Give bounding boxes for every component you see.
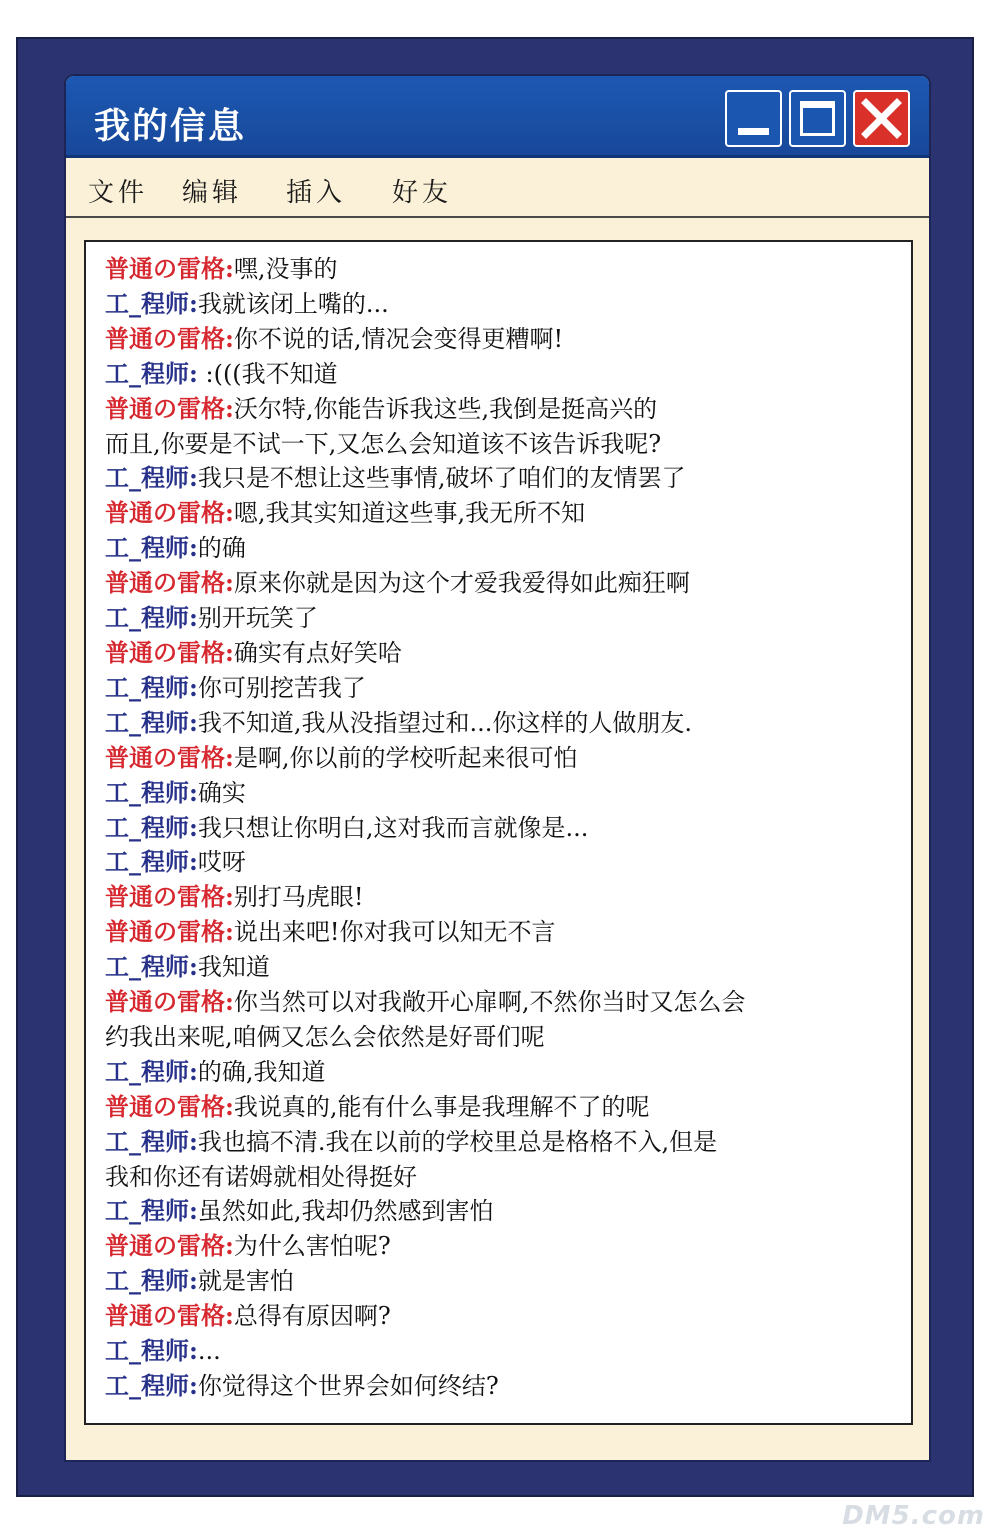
message-text: 沃尔特,你能告诉我这些,我倒是挺高兴的 <box>233 394 658 423</box>
chat-message <box>105 1264 895 1299</box>
message-sender: 普通の雷格: <box>105 742 234 772</box>
message-text: 是啊,你以前的学校听起来很可怕 <box>233 743 578 772</box>
message-sender: 普通の雷格: <box>105 1091 234 1121</box>
chat-message <box>105 427 895 462</box>
message-sender: 工_程师: <box>105 1371 198 1400</box>
message-text: 我只想让你明白,这对我而言就像是... <box>197 813 589 842</box>
message-sender: 普通の雷格: <box>105 987 234 1017</box>
maximize-icon <box>800 101 835 136</box>
message-text: 别开玩笑了 <box>197 604 318 633</box>
message-text: 约我出来呢,咱俩又怎么会依然是好哥们呢 <box>105 1022 545 1051</box>
message-sender: 工_程师: <box>105 533 198 563</box>
message-sender: 工_程师: <box>105 777 198 807</box>
message-sender: 工_程师: <box>105 463 198 493</box>
message-text: 你不说的话,情况会变得更糟啊! <box>233 324 564 353</box>
chat-log[interactable] <box>84 240 913 1425</box>
message-sender: 工_程师: <box>105 672 198 702</box>
message-sender: 普通の雷格: <box>105 254 234 283</box>
chat-message <box>105 322 895 357</box>
message-sender: 普通の雷格: <box>105 1231 234 1261</box>
message-sender: 工_程师: <box>105 603 198 633</box>
message-text: 的确 <box>197 534 246 563</box>
chat-message <box>105 1125 895 1160</box>
message-sender: 工_程师: <box>105 1196 198 1226</box>
message-text: 我知道 <box>197 953 270 982</box>
chat-message <box>105 741 895 776</box>
message-sender: 普通の雷格: <box>105 498 234 528</box>
chat-message <box>105 636 895 671</box>
message-text: 我也搞不清.我在以前的学校里总是格格不入,但是 <box>197 1127 718 1156</box>
chat-message <box>105 496 895 531</box>
minimize-button[interactable] <box>725 90 782 147</box>
message-sender: 普通の雷格: <box>105 917 234 947</box>
title-bar[interactable] <box>66 76 929 158</box>
message-sender: 工_程师: <box>105 812 198 842</box>
message-text: :(((我不知道 <box>197 359 338 388</box>
message-text: 原来你就是因为这个才爱我爱得如此痴狂啊 <box>233 569 690 598</box>
minimize-icon <box>738 128 769 135</box>
message-sender: 工_程师: <box>105 288 198 318</box>
chat-message <box>105 252 895 287</box>
message-text: 别打马虎眼! <box>233 883 364 912</box>
chat-message <box>105 1020 895 1055</box>
message-text: 你当然可以对我敞开心扉啊,不然你当时又怎么会 <box>233 988 746 1017</box>
message-text: 嗯,我其实知道这些事,我无所不知 <box>233 499 586 528</box>
close-button[interactable] <box>853 90 910 147</box>
message-text: 我和你还有诺姆就相处得挺好 <box>105 1162 417 1191</box>
menu-file[interactable]: 文件 <box>88 178 149 208</box>
chat-message <box>105 1194 895 1229</box>
message-text: 虽然如此,我却仍然感到害怕 <box>197 1197 494 1226</box>
menu-friends[interactable]: 好友 <box>392 178 453 208</box>
message-sender: 普通の雷格: <box>105 323 234 353</box>
chat-message <box>105 1160 895 1195</box>
message-sender: 工_程师: <box>105 1266 198 1296</box>
message-sender: 普通の雷格: <box>105 1301 234 1331</box>
message-text: 而且,你要是不试一下,又怎么会知道该不该告诉我呢? <box>105 429 662 458</box>
chat-message <box>105 671 895 706</box>
message-sender: 工_程师: <box>105 358 198 388</box>
chat-message <box>105 776 895 811</box>
menu-edit[interactable]: 编辑 <box>182 178 243 208</box>
message-sender: 普通の雷格: <box>105 637 234 667</box>
message-text: 嘿,没事的 <box>233 255 338 283</box>
chat-message <box>105 880 895 915</box>
message-text: 就是害怕 <box>197 1267 294 1296</box>
message-text: 确实 <box>197 778 246 807</box>
message-sender: 工_程师: <box>105 1126 198 1156</box>
chat-message <box>105 392 895 427</box>
message-sender: 普通の雷格: <box>105 568 234 598</box>
chat-message <box>105 1369 895 1404</box>
message-text: 我就该闭上嘴的... <box>197 289 389 318</box>
message-sender: 工_程师: <box>105 952 198 982</box>
messenger-window <box>64 74 931 1462</box>
chat-message <box>105 461 895 496</box>
message-text: 总得有原因啊? <box>233 1302 391 1331</box>
message-text: 哎呀 <box>197 848 246 877</box>
message-text: ... <box>197 1337 221 1366</box>
message-list <box>105 252 895 1404</box>
chat-message <box>105 1090 895 1125</box>
chat-message <box>105 566 895 601</box>
close-icon <box>855 92 908 145</box>
message-sender: 工_程师: <box>105 1056 198 1086</box>
message-text: 为什么害怕呢? <box>233 1232 391 1261</box>
chat-message <box>105 811 895 846</box>
window-title: 我的信息 <box>94 106 247 147</box>
message-text: 说出来吧!你对我可以知无不言 <box>233 918 556 947</box>
message-text: 你可别挖苦我了 <box>197 673 366 702</box>
chat-message <box>105 1055 895 1090</box>
message-text: 确实有点好笑哈 <box>233 638 402 667</box>
chat-message <box>105 531 895 566</box>
message-text: 你觉得这个世界会如何终结? <box>197 1372 499 1400</box>
menu-insert[interactable]: 插入 <box>286 178 347 208</box>
chat-message <box>105 1299 895 1334</box>
message-sender: 普通の雷格: <box>105 882 234 912</box>
message-sender: 普通の雷格: <box>105 393 234 423</box>
chat-message <box>105 1229 895 1264</box>
message-text: 我说真的,能有什么事是我理解不了的呢 <box>233 1092 650 1121</box>
chat-message <box>105 1334 895 1369</box>
chat-message <box>105 601 895 636</box>
chat-message <box>105 950 895 985</box>
message-sender: 工_程师: <box>105 1336 198 1366</box>
message-sender: 工_程师: <box>105 847 198 877</box>
chat-message <box>105 985 895 1020</box>
menu-bar <box>66 158 929 218</box>
message-text: 的确,我知道 <box>197 1057 326 1086</box>
chat-message <box>105 706 895 741</box>
watermark-logo: DM5.com <box>842 1501 985 1531</box>
message-sender: 工_程师: <box>105 707 198 737</box>
message-text: 我不知道,我从没指望过和...你这样的人做朋友. <box>197 708 693 737</box>
message-text: 我只是不想让这些事情,破坏了咱们的友情罢了 <box>197 464 686 493</box>
chat-message <box>105 287 895 322</box>
chat-message <box>105 845 895 880</box>
maximize-button[interactable] <box>789 90 846 147</box>
chat-message <box>105 915 895 950</box>
chat-message <box>105 357 895 392</box>
